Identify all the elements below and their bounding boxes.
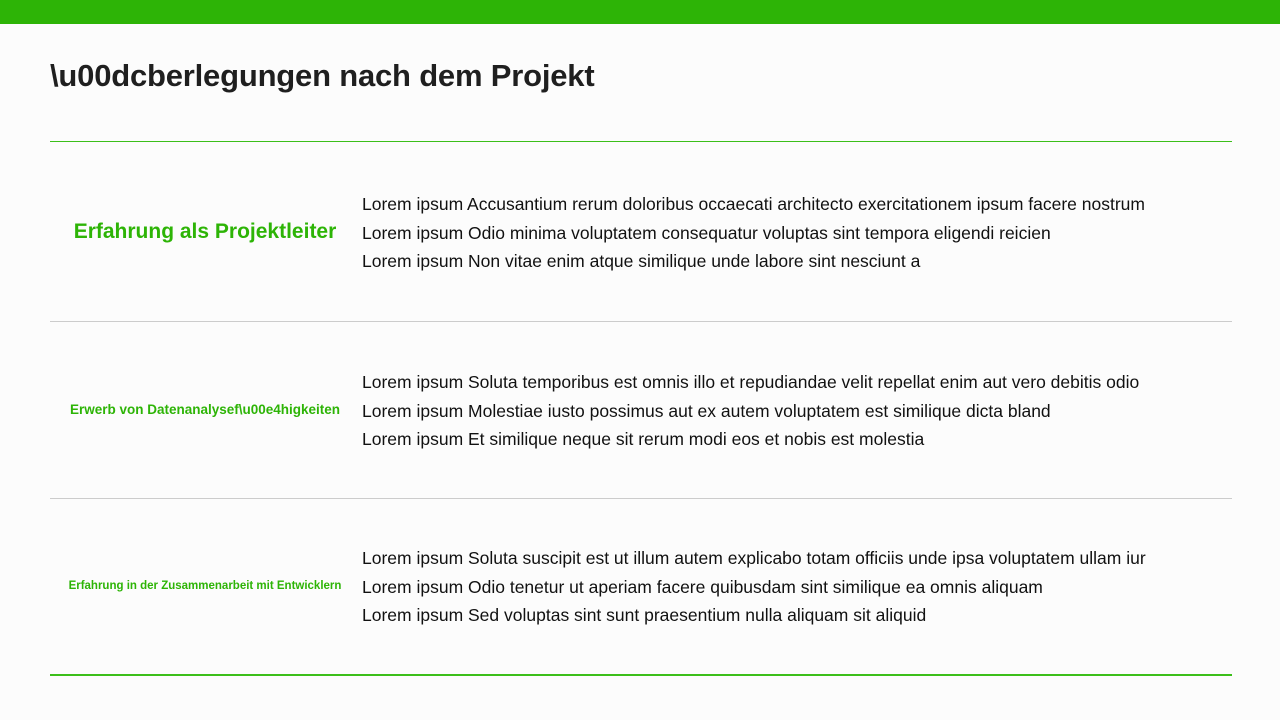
section-divider xyxy=(50,498,1232,499)
list-item: Lorem ipsum Sed voluptas sint sunt praesentium nulla aliquam sit aliquid xyxy=(362,605,927,625)
list-item: Lorem ipsum Molestiae iusto possimus aut ex autem voluptatem est similique dicta bland xyxy=(362,400,1051,421)
list-item: Lorem ipsum Et similique neque sit rerum modi eos et nobis est molestia xyxy=(362,429,925,449)
list-item: Lorem ipsum Odio minima voluptatem consequatur voluptas sint tempora eligendi reicien xyxy=(362,222,1051,243)
section-item-list xyxy=(362,190,1222,276)
section-divider xyxy=(50,321,1232,322)
section-label: Erfahrung in der Zusammenarbeit mit Entwicklern xyxy=(68,580,342,592)
top-divider xyxy=(50,141,1232,142)
list-item: Lorem ipsum Accusantium rerum doloribus occaecati architecto exercitationem ipsum facere nostrum xyxy=(362,194,1145,214)
section-label: Erwerb von Datenanalysef\u00e4higkeiten xyxy=(69,402,341,417)
section-item-list xyxy=(362,544,1222,630)
list-item: Lorem ipsum Soluta temporibus est omnis illo et repudiandae velit repellat enim aut vero debitis odio xyxy=(362,372,1140,392)
section-label: Erfahrung als Projektleiter xyxy=(73,220,337,243)
list-item: Lorem ipsum Odio tenetur ut aperiam facere quibusdam sint similique ea omnis aliquam xyxy=(362,576,1043,597)
section-item-list xyxy=(362,368,1222,454)
top-accent-bar xyxy=(0,0,1280,24)
page-title: \u00dcberlegungen nach dem Projekt xyxy=(50,58,595,93)
list-item: Lorem ipsum Non vitae enim atque similique unde labore sint nesciunt a xyxy=(362,251,921,271)
list-item: Lorem ipsum Soluta suscipit est ut illum autem explicabo totam officiis unde ipsa voluptatem ullam iur xyxy=(362,548,1146,568)
bottom-divider xyxy=(50,674,1232,676)
